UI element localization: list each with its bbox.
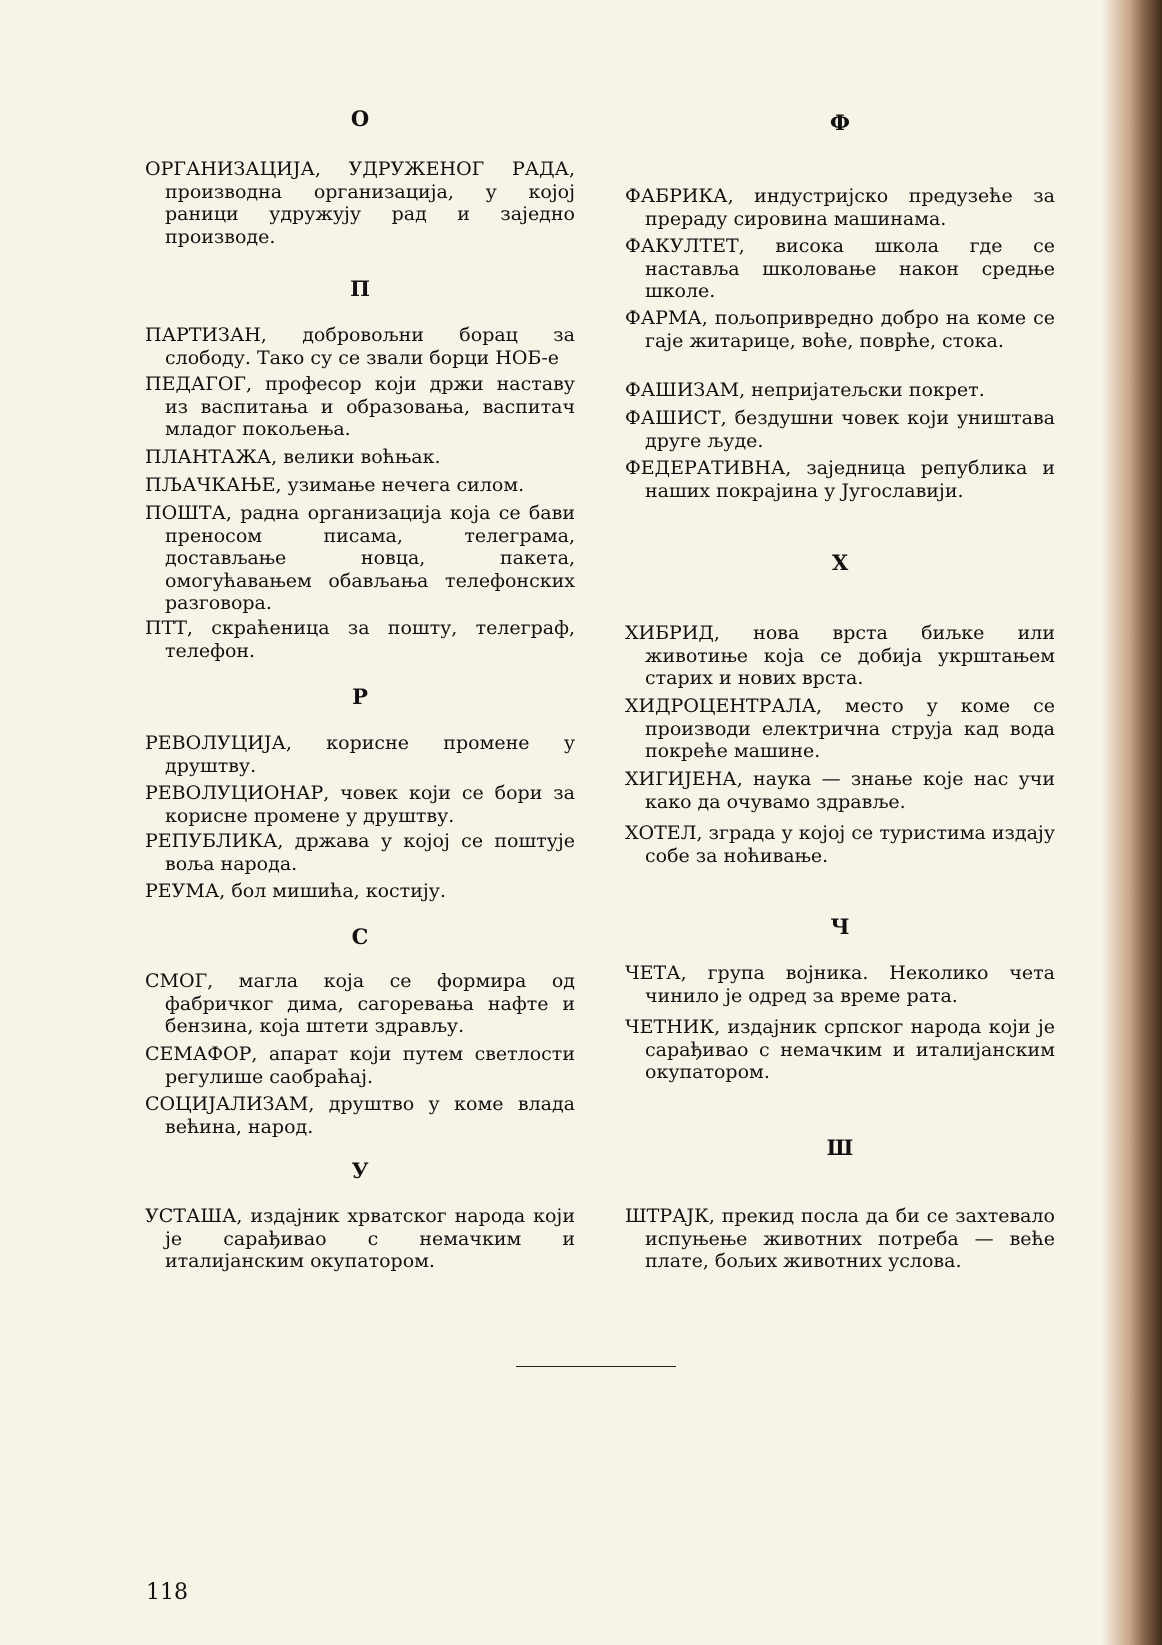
entry-term: ХИДРОЦЕНТРАЛА, — [625, 695, 823, 717]
entry-text: бол мишића, костију. — [225, 880, 446, 902]
entry-term: РЕУМА, — [145, 880, 226, 902]
entry-text: место у коме се производи електрична струја кад вода покреће машине. — [645, 695, 1055, 762]
entry-term: ПЛАНТАЖА, — [145, 446, 278, 468]
entry-term: УСТАША, — [145, 1205, 243, 1227]
page-number: 118 — [146, 1580, 188, 1605]
entry-smog — [145, 970, 575, 1038]
entry-text: бездушни човек који уништава друге људе. — [645, 407, 1055, 452]
entry-term: ОРГАНИЗАЦИЈА, УДРУЖЕНОГ РАДА, — [145, 158, 575, 180]
entry-text: непријатељски покрет. — [745, 379, 985, 401]
entry-text: магла која се формира од фабричког дима, сагоревања нафте и бензина, која штети здрављу. — [165, 970, 575, 1037]
entry-text: пољопривредно добро на коме се гаје житарице, воће, поврће, стока. — [645, 307, 1055, 352]
entry-text: нова врста биљке или животиње која се добија укрштањем старих и нових врста. — [645, 622, 1055, 689]
entry-term: РЕВОЛУЦИЈА, — [145, 732, 292, 754]
section-letter-sh: Ш — [826, 1135, 854, 1160]
entry-term: ФАРМА, — [625, 307, 708, 329]
entry-reuma — [145, 880, 575, 903]
entry-plantaza — [145, 446, 575, 469]
entry-term: ПЉАЧКАЊЕ, — [145, 474, 282, 496]
entry-cetnik — [625, 1016, 1055, 1084]
entry-text: држава у којој се поштује воља народа. — [165, 830, 575, 875]
entry-term: ХОТЕЛ, — [625, 822, 703, 844]
entry-text: индустријско предузеће за прераду сировина машинама. — [645, 185, 1055, 230]
entry-text: велики воћњак. — [277, 446, 441, 468]
entry-fakultet — [625, 235, 1055, 303]
section-letter-h: Х — [831, 550, 849, 575]
entry-term: ФАБРИКА, — [625, 185, 734, 207]
entry-hidrocentrala — [625, 695, 1055, 763]
entry-text: наука — знање које нас учи како да очувамо здравље. — [645, 768, 1055, 813]
entry-pedagog — [145, 373, 575, 441]
entry-term: ШТРАЈК, — [625, 1205, 715, 1227]
entry-term: ФАШИЗАМ, — [625, 379, 746, 401]
entry-term: ПОШТА, — [145, 502, 232, 524]
entry-text: узимање нечега силом. — [281, 474, 525, 496]
entry-term: ФЕДЕРАТИВНА, — [625, 457, 792, 479]
entry-term: РЕВОЛУЦИОНАР, — [145, 782, 330, 804]
entry-term: ПТТ, — [145, 617, 193, 639]
section-letter-f: Ф — [830, 110, 850, 135]
entry-text: група војника. Неколико чета чинило је одред за време рата. — [645, 962, 1055, 1007]
entry-text: друштво у коме влада већина, народ. — [165, 1093, 575, 1138]
entry-text: професор који држи наставу из васпитања и образовања, васпитач младог покољења. — [165, 373, 575, 440]
entry-term: ЧЕТНИК, — [625, 1016, 721, 1038]
entry-term: ХИБРИД, — [625, 622, 720, 644]
entry-hibrid — [625, 622, 1055, 690]
section-letter-r: Р — [352, 684, 368, 709]
section-letter-ch: Ч — [830, 914, 850, 939]
entry-term: СМОГ, — [145, 970, 214, 992]
entry-hotel — [625, 822, 1055, 867]
entry-partizan — [145, 324, 575, 369]
entry-strajk — [625, 1205, 1055, 1273]
entry-semafor — [145, 1043, 575, 1088]
entry-term: ЧЕТА, — [625, 962, 687, 984]
page-edge-shadow — [1102, 0, 1162, 1645]
entry-ceta — [625, 962, 1055, 1007]
entry-text: апарат који путем светлости регулише саобраћај. — [165, 1043, 575, 1088]
entry-text: заједница република и наших покрајина у Југославији. — [645, 457, 1055, 502]
entry-fasist — [625, 407, 1055, 452]
entry-text: радна организација која се бави преносом писама, телеграма, достављање новца, пакета, омогућавањем обављања телефонских разговора. — [165, 502, 575, 614]
entry-text: прекид посла да би се захтевало испуњење животних потреба — веће плате, бољих животних услова. — [645, 1205, 1055, 1272]
entry-term: СОЦИЈАЛИЗАМ, — [145, 1093, 315, 1115]
entry-term: РЕПУБЛИКА, — [145, 830, 284, 852]
entry-term: СЕМАФОР, — [145, 1043, 258, 1065]
entry-text: висока школа где се наставља школовање након средње школе. — [645, 235, 1055, 302]
entry-text: добровољни борац за слободу. Тако су се звали борци НОБ-е — [165, 324, 575, 369]
entry-federativna — [625, 457, 1055, 502]
entry-text: корисне промене у друштву. — [165, 732, 575, 777]
section-letter-p: П — [350, 276, 370, 301]
entry-posta — [145, 502, 575, 615]
entry-organizacija — [145, 158, 575, 248]
entry-socijalizam — [145, 1093, 575, 1138]
entry-fabrika — [625, 185, 1055, 230]
entry-fasizam — [625, 379, 1055, 402]
entry-term: ХИГИЈЕНА, — [625, 768, 743, 790]
entry-text: зграда у којој се туристима издају собе за ноћивање. — [645, 822, 1055, 867]
entry-republika — [145, 830, 575, 875]
entry-farma — [625, 307, 1055, 352]
entry-ustasa — [145, 1205, 575, 1273]
entry-text: издајник хрватског народа који је сарађивао с немачким и италијанским окупатором. — [165, 1205, 575, 1272]
entry-term: ФАШИСТ, — [625, 407, 727, 429]
entry-revolucija — [145, 732, 575, 777]
section-letter-o: О — [350, 106, 370, 131]
entry-term: ПАРТИЗАН, — [145, 324, 267, 346]
entry-text: издајник српског народа који је сарађивао с немачким и италијанским окупатором. — [645, 1016, 1055, 1083]
entry-revolucionar — [145, 782, 575, 827]
entry-term: ПЕДАГОГ, — [145, 373, 253, 395]
entry-ptt — [145, 617, 575, 662]
end-divider-rule — [516, 1366, 676, 1367]
entry-text: скраћеница за пошту, телеграф, телефон. — [165, 617, 575, 662]
section-letter-u: У — [351, 1158, 369, 1183]
entry-text: човек који се бори за корисне промене у друштву. — [165, 782, 575, 827]
section-letter-s: С — [351, 924, 369, 949]
entry-higijena — [625, 768, 1055, 813]
entry-term: ФАКУЛТЕТ, — [625, 235, 745, 257]
entry-pljackanje — [145, 474, 575, 497]
entry-text: производна организација, у којој раници удружују рад и заједно производе. — [165, 180, 575, 248]
